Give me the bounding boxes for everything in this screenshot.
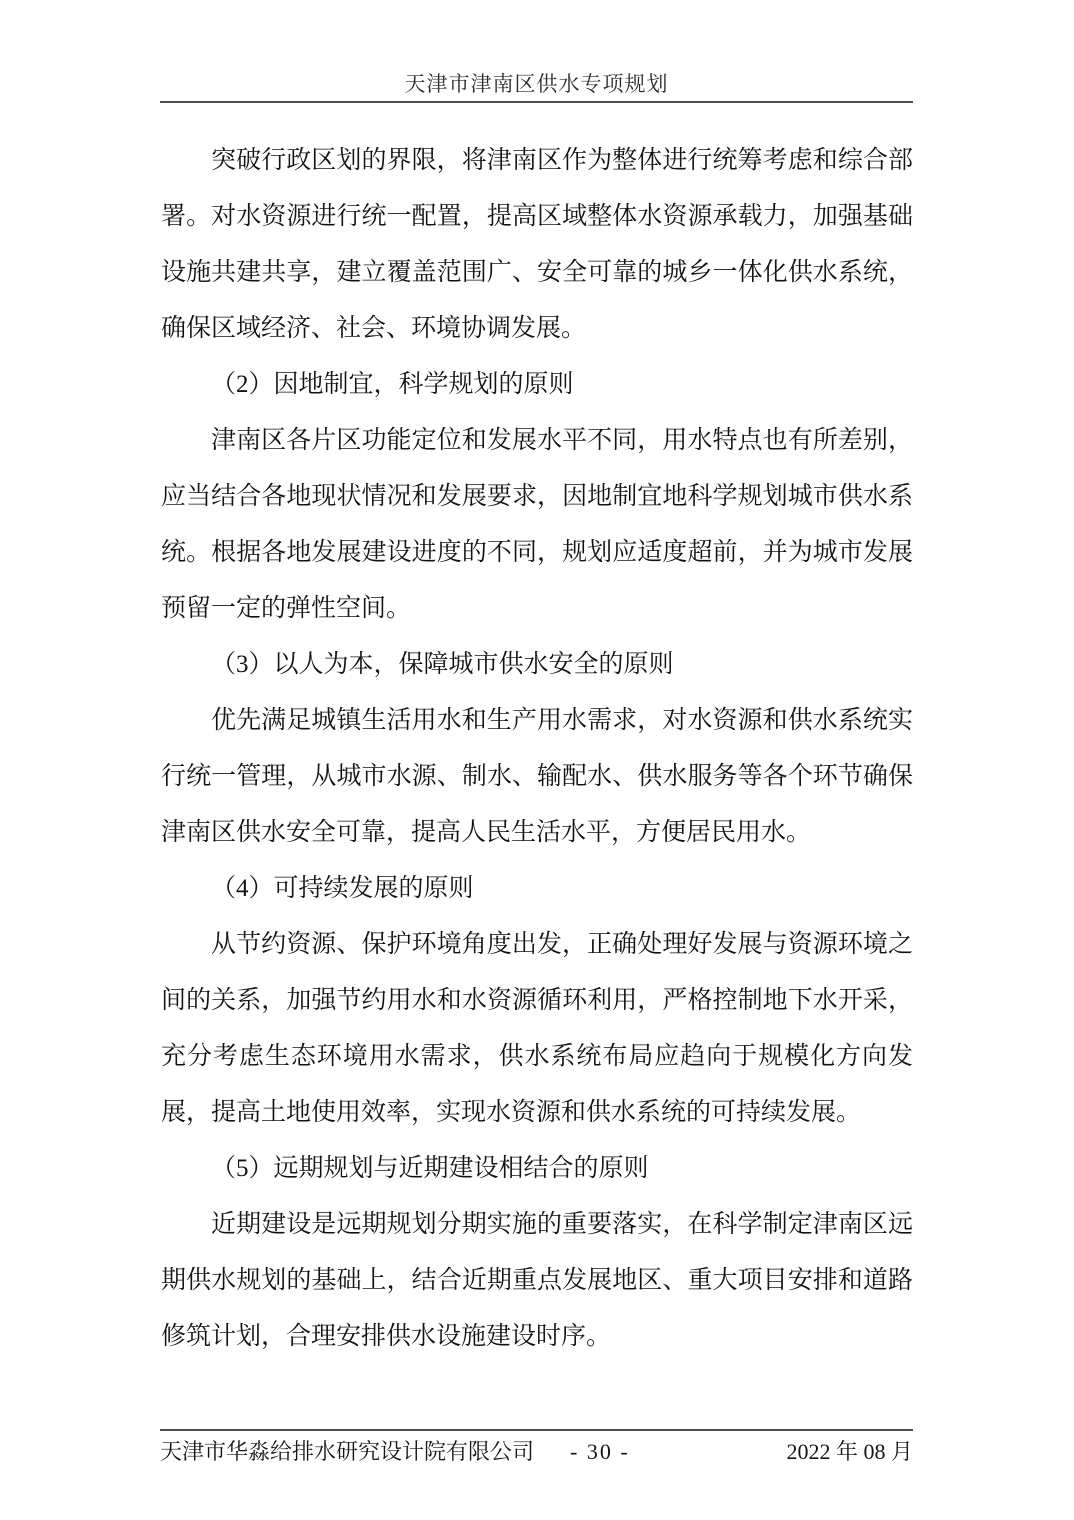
page-number: - 30 - xyxy=(570,1439,630,1464)
section-heading: （4）可持续发展的原则 xyxy=(211,875,474,902)
body-paragraph: 优先满足城镇生活用水和生产用水需求，对水资源和供水系统实行统一管理，从城市水源、制水、输配水、供水服务等各个环节确保津南区供水安全可靠，提高人民生活水平，方便居民用水。 xyxy=(161,707,913,846)
footer-company: 天津市华淼给排水研究设计院有限公司 xyxy=(160,1439,535,1464)
section-heading: （3）以人为本，保障城市供水安全的原则 xyxy=(211,651,674,678)
page-header-title: 天津市津南区供水专项规划 xyxy=(404,72,669,96)
body-paragraph: 近期建设是远期规划分期实施的重要落实，在科学制定津南区远期供水规划的基础上，结合近期重点发展地区、重大项目安排和道路修筑计划，合理安排供水设施建设时序。 xyxy=(161,1211,913,1350)
section-heading: （2）因地制宜，科学规划的原则 xyxy=(211,371,574,398)
body-paragraph: 从节约资源、保护环境角度出发，正确处理好发展与资源环境之间的关系，加强节约用水和水资源循环利用，严格控制地下水开采，充分考虑生态环境用水需求，供水系统布局应趋向于规模化方向发展，提高土地使用效率，实现水资源和供水系统的可持续发展。 xyxy=(161,931,913,1126)
footer-date: 2022 年 08 月 xyxy=(786,1439,913,1464)
body-paragraph: 突破行政区划的界限，将津南区作为整体进行统筹考虑和综合部署。对水资源进行统一配置，提高区域整体水资源承载力，加强基础设施共建共享，建立覆盖范围广、安全可靠的城乡一体化供水系统，确保区域经济、社会、环境协调发展。 xyxy=(161,147,913,342)
document-body xyxy=(161,133,913,1365)
body-paragraph: 津南区各片区功能定位和发展水平不同，用水特点也有所差别，应当结合各地现状情况和发展要求，因地制宜地科学规划城市供水系统。根据各地发展建设进度的不同，规划应适度超前，并为城市发展预留一定的弹性空间。 xyxy=(161,427,913,622)
page-footer xyxy=(160,1429,913,1465)
section-heading: （5）远期规划与近期建设相结合的原则 xyxy=(211,1155,649,1182)
footer-row xyxy=(160,1431,913,1465)
header-rule xyxy=(160,101,913,103)
page-header xyxy=(160,0,913,110)
